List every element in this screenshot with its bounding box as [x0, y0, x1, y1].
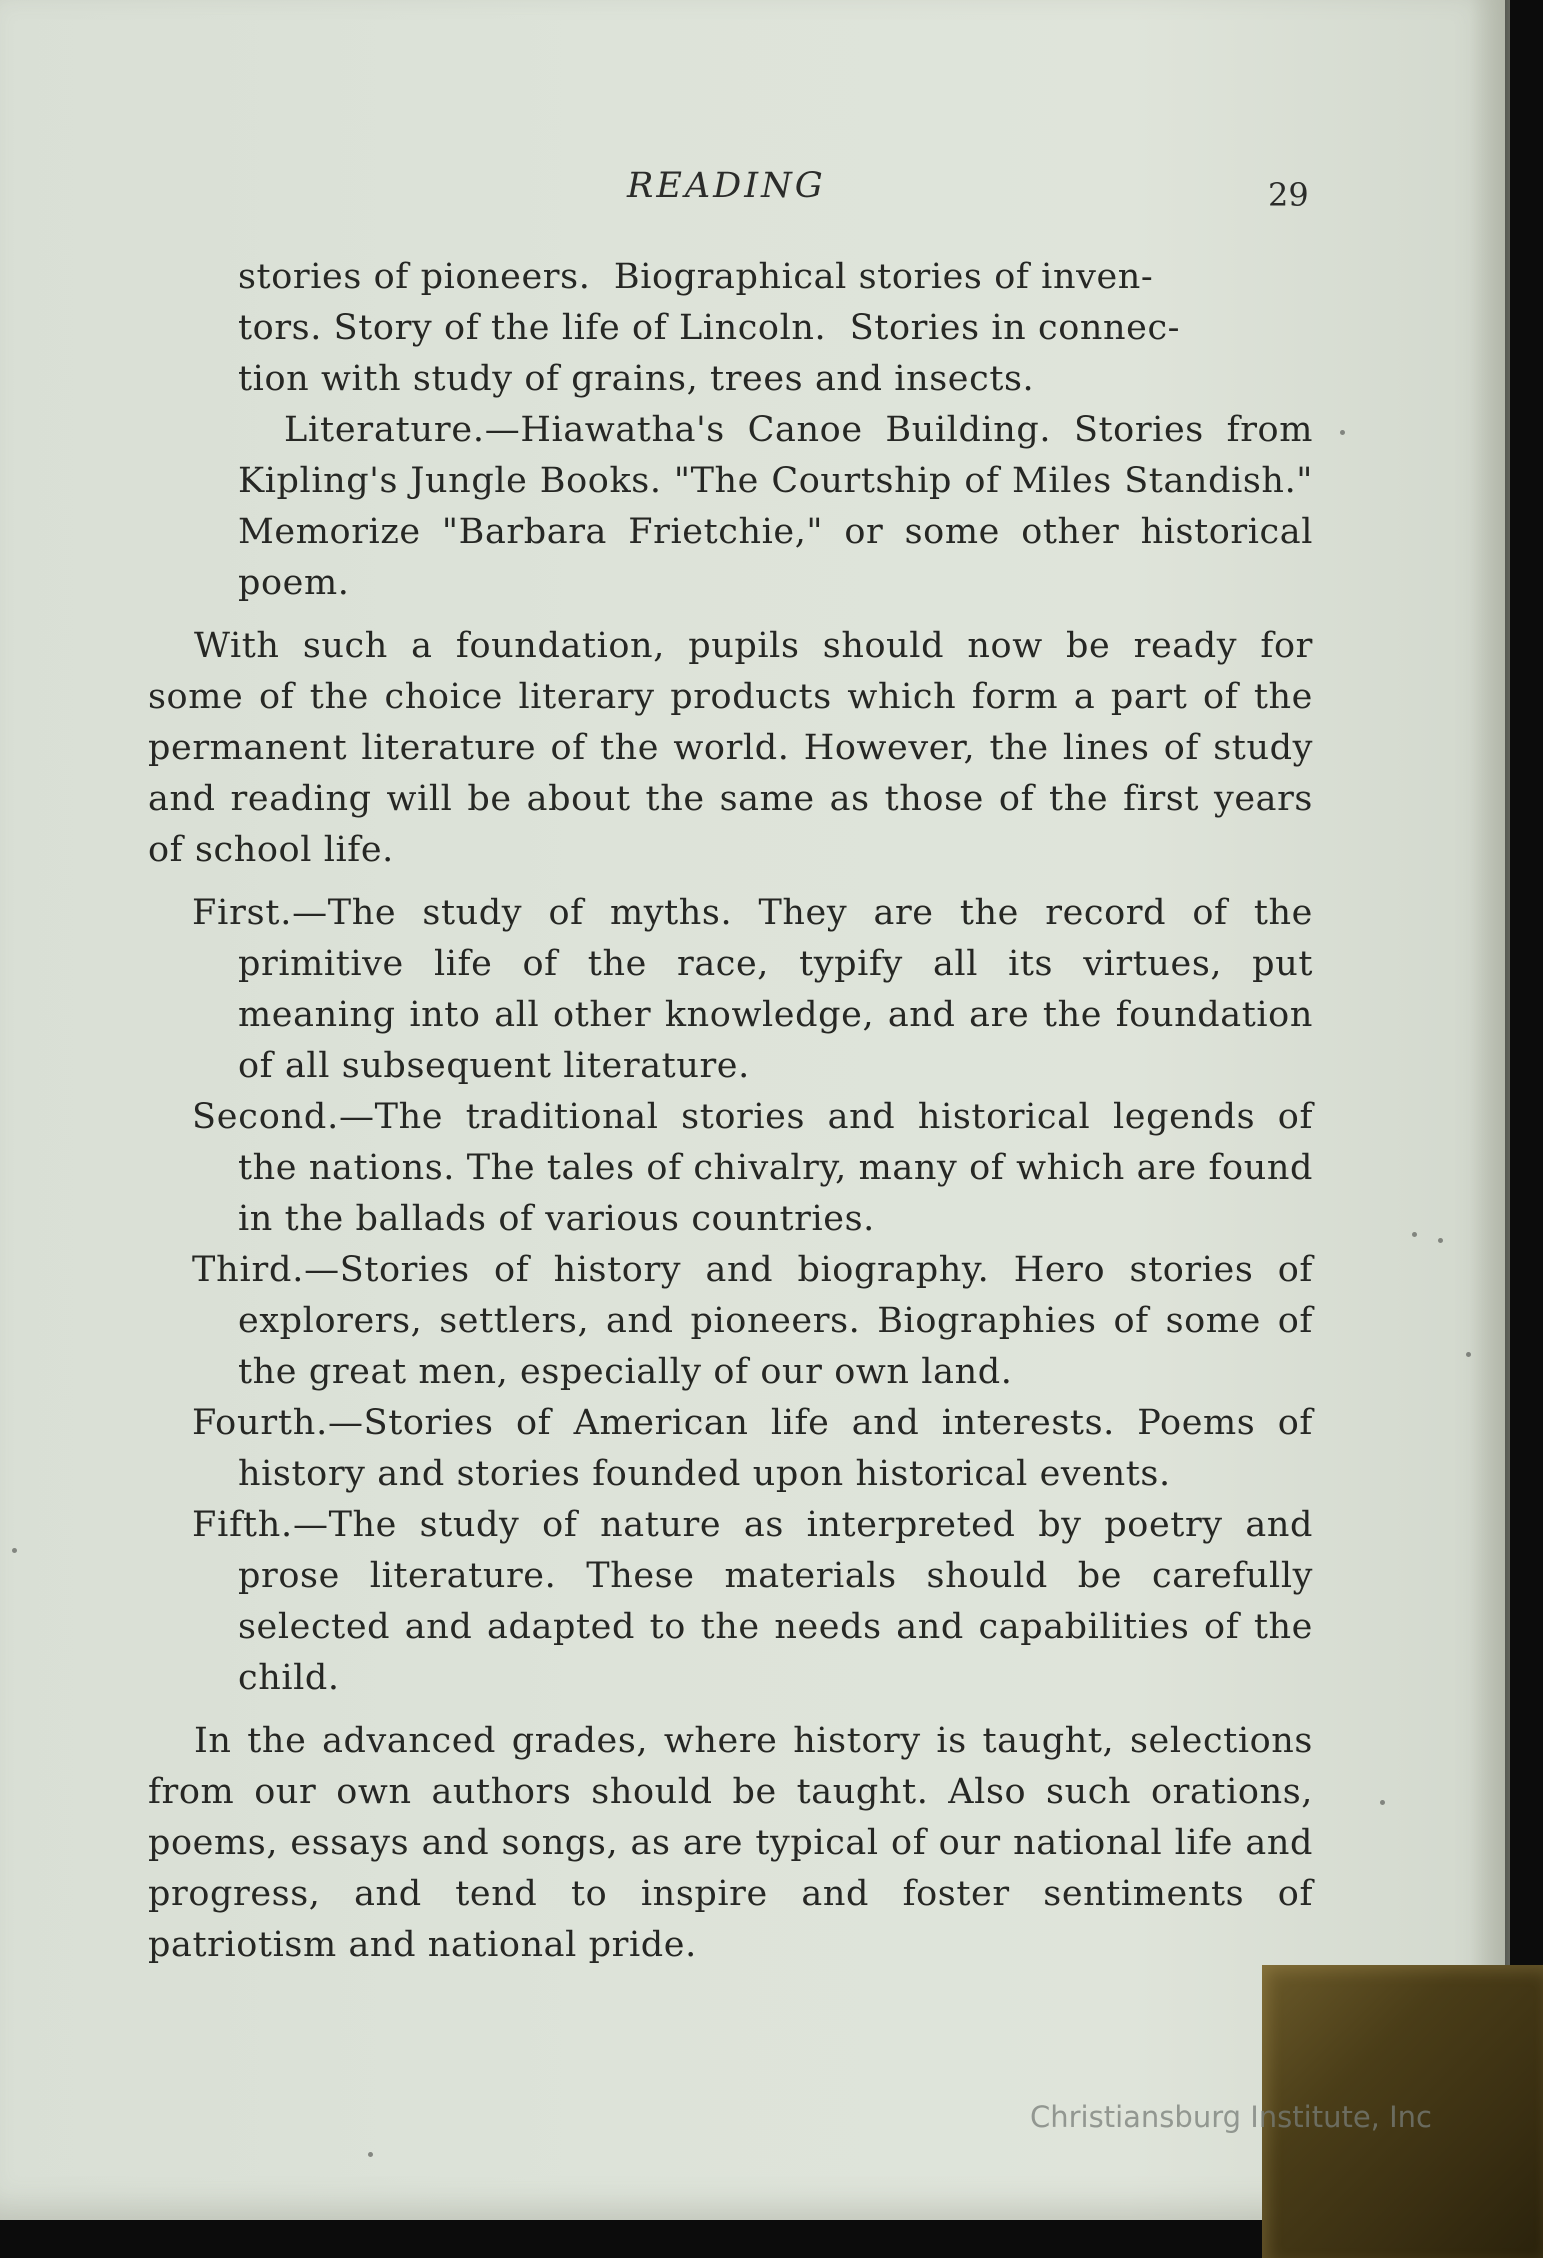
- list-item-second-text: —The traditional stories and historical legends of the nations. The tales of chivalry, many of which are found in the ballads of various countries.: [238, 1097, 1313, 1239]
- page-body: [148, 252, 1313, 1971]
- paper-speck: [12, 1548, 17, 1553]
- list-item-fifth-label: Fifth.: [192, 1505, 293, 1545]
- list-item-first-text: —The study of myths. They are the record of the primitive life of the race, typify all its virtues, put meaning into all other knowledge, and are the foundation of all subsequent literature.: [238, 893, 1313, 1086]
- list-item-third-text: —Stories of history and biography. Hero stories of explorers, settlers, and pioneers. Biographies of some of the great men, especially of our own land.: [238, 1250, 1313, 1392]
- list-item-second-label: Second.: [192, 1097, 340, 1137]
- list-item-fifth: [148, 1500, 1313, 1704]
- page-number: 29: [1268, 176, 1309, 214]
- pioneers-line-3: [148, 354, 1313, 405]
- list-item-first: [148, 888, 1313, 1092]
- pioneers-line-1-text: stories of pioneers. Biographical stories of inven-: [238, 257, 1154, 297]
- foundation-paragraph: [148, 621, 1313, 876]
- watermark: Christiansburg Institute, Inc: [1030, 2100, 1432, 2134]
- paper-speck: [1438, 1238, 1443, 1243]
- list-item-fifth-text: —The study of nature as interpreted by poetry and prose literature. These materials should be carefully selected and adapted to the needs and capabilities of the child.: [238, 1505, 1313, 1698]
- literature-paragraph: [148, 405, 1313, 609]
- list-item-third-label: Third.: [192, 1250, 305, 1290]
- foundation-text: With such a foundation, pupils should now be ready for some of the choice literary products which form a part of the permanent literature of the world. However, the lines of study and reading will be about the same as those of the first years of school life.: [148, 626, 1313, 870]
- list-item-third: [148, 1245, 1313, 1398]
- advanced-grades-paragraph: [148, 1716, 1313, 1971]
- page-edge-shadow: [1470, 0, 1510, 2220]
- running-head-title: READING: [627, 166, 826, 206]
- pioneers-line-1: [148, 252, 1313, 303]
- list-item-second: [148, 1092, 1313, 1245]
- list-item-fourth: [148, 1398, 1313, 1500]
- paper-speck: [1466, 1352, 1471, 1357]
- literature-label: Literature.: [284, 410, 485, 450]
- paper-speck: [1412, 1232, 1417, 1237]
- pioneers-line-2-text: tors. Story of the life of Lincoln. Stories in connec-: [238, 308, 1181, 348]
- paper-speck: [368, 2152, 373, 2157]
- literature-text: —Hiawatha's Canoe Building. Stories from Kipling's Jungle Books. "The Courtship of Miles Standish." Memorize "Barbara Frietchie," or some other historical poem.: [238, 410, 1313, 603]
- list-item-fourth-text: —Stories of American life and interests. Poems of history and stories founded upon historical events.: [238, 1403, 1313, 1494]
- paper-speck: [1340, 430, 1345, 435]
- paper-speck: [1380, 1800, 1385, 1805]
- pioneers-line-3-text: tion with study of grains, trees and insects.: [238, 359, 1035, 399]
- list-item-first-label: First.: [192, 893, 293, 933]
- pioneers-line-2: [148, 303, 1313, 354]
- advanced-grades-text: In the advanced grades, where history is taught, selections from our own authors should be taught. Also such orations, poems, essays and songs, as are typical of our national life and progress, and tend to inspire and foster sentiments of patriotism and national pride.: [148, 1721, 1313, 1965]
- list-item-fourth-label: Fourth.: [192, 1403, 329, 1443]
